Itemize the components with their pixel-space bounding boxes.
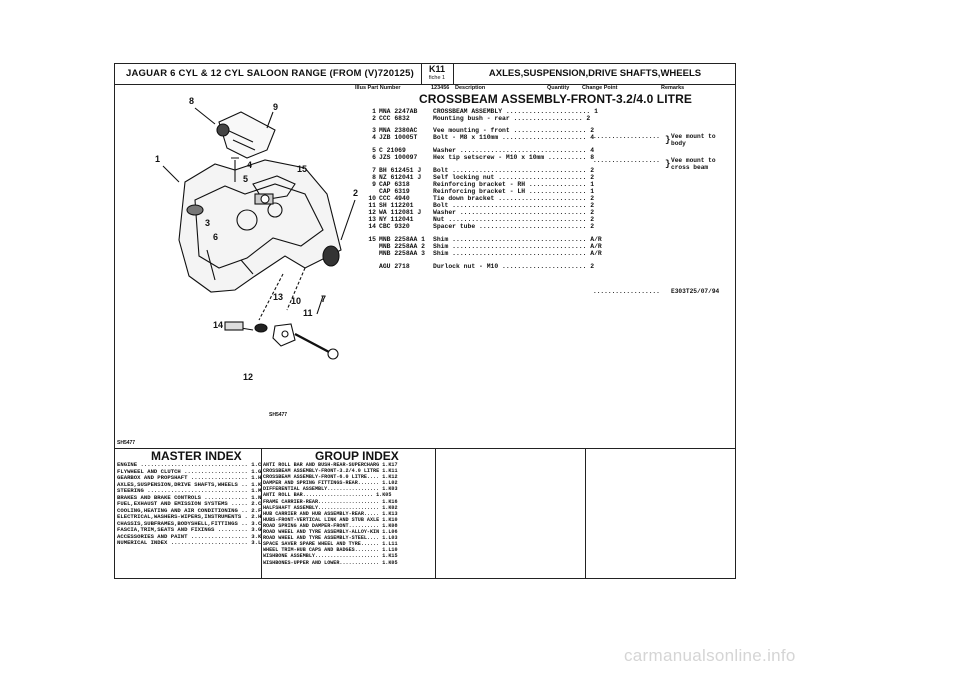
- catalogue-sheet: [114, 63, 736, 579]
- master-index-item[interactable]: GEARBOX AND PROPSHAFT ................. 1.H: [117, 474, 262, 481]
- group-index-item[interactable]: ROAD WHEEL AND TYRE ASSEMBLY-STEEL.... 1.L03: [263, 535, 398, 542]
- part-description: Bolt ................................... 2: [433, 167, 595, 174]
- part-illus-number: 15: [368, 236, 376, 243]
- callout-13: 13: [273, 292, 284, 302]
- part-number: NZ 612041 J: [379, 174, 422, 181]
- part-description: Shim ................................... A/R: [433, 236, 602, 243]
- illustration-id-inner: SH5477: [269, 412, 288, 418]
- remark-vee-mount-crossbeam: .................. } Vee mount to cross beam: [593, 157, 716, 171]
- callout-2: 2: [353, 188, 359, 198]
- part-description: Self locking nut ....................... 2: [433, 174, 595, 181]
- master-index-item[interactable]: ENGINE ................................ 1.C: [117, 461, 262, 468]
- part-description: Hex tip setscrew - M10 x 10mm .......... 8: [433, 154, 595, 161]
- group-index-item[interactable]: WHEEL TRIM-HUB CAPS AND BADGES........ 1.L10: [263, 547, 398, 554]
- callout-10: 10: [291, 296, 302, 306]
- remark-vee-mount-body: .................. } Vee mount to body: [593, 133, 716, 147]
- callout-14: 14: [213, 320, 224, 330]
- header-band: [115, 64, 735, 85]
- section-title: CROSSBEAM ASSEMBLY-FRONT-3.2/4.0 LITRE: [419, 92, 692, 106]
- part-description: Mounting bush - rear .................. 2: [433, 115, 591, 122]
- header-fiche-code: K11: [428, 64, 445, 74]
- part-illus-number: 14: [368, 223, 376, 230]
- group-index-item[interactable]: ANTI ROLL BAR....................... 1.K05: [263, 492, 392, 499]
- part-illus-number: 5: [372, 147, 376, 154]
- header-divider: [421, 64, 422, 84]
- master-index-item[interactable]: FLYWHEEL AND CLUTCH ................... 1.G: [117, 467, 262, 475]
- part-description: Reinforcing bracket - RH ............... 1: [433, 181, 595, 188]
- group-index-item[interactable]: WISHBONES-UPPER AND LOWER............. 1.K05: [263, 559, 398, 566]
- group-index-item[interactable]: DAMPER AND SPRING FITTINGS-REAR....... 1.L02: [263, 480, 398, 487]
- master-index-title: MASTER INDEX: [151, 449, 242, 463]
- part-description: CROSSBEAM ASSEMBLY ...................... 1: [433, 108, 598, 115]
- group-index-item[interactable]: ANTI ROLL BAR AND BUSH-REAR-SUPERCHARG 1.K17: [263, 462, 398, 468]
- master-index-item[interactable]: COOLING,HEATING AND AIR CONDITIONING .. 2.F: [117, 506, 262, 514]
- master-index-item[interactable]: FASCIA,TRIM,SEATS AND FIXINGS ......... 3.G: [117, 526, 262, 533]
- part-number: CAP 6318: [379, 181, 410, 188]
- watermark: carmanualsonline.info: [624, 646, 796, 665]
- master-index-item[interactable]: ACCESSORIES AND PAINT ................. 3.K: [117, 532, 262, 540]
- header-vehicle-title: JAGUAR 6 CYL & 12 CYL SALOON RANGE (FROM (V)720125): [125, 68, 415, 79]
- part-number: CAP 6319: [379, 188, 410, 195]
- group-index-item[interactable]: WISHBONE ASSEMBLY..................... 1.K15: [263, 553, 398, 560]
- callout-4: 4: [247, 160, 253, 170]
- part-description: Tie down bracket ....................... 2: [433, 195, 595, 202]
- callout-8: 8: [189, 96, 195, 106]
- master-index-item[interactable]: NUMERICAL INDEX ....................... 3.L: [117, 539, 262, 546]
- group-index-item[interactable]: CROSSBEAM ASSEMBLY-FRONT-6.0 LITRE.... 1.K12: [263, 474, 398, 481]
- part-illus-number: 10: [368, 195, 376, 202]
- header-divider: [453, 64, 454, 84]
- callout-3: 3: [205, 218, 211, 228]
- header-section-title: AXLES,SUSPENSION,DRIVE SHAFTS,WHEELS: [488, 68, 702, 79]
- part-illus-number: 12: [368, 209, 376, 216]
- part-number: MNB 2258AA 3: [379, 250, 426, 257]
- group-index-item[interactable]: FRAME CARRIER-REAR.................... 1.K16: [263, 498, 398, 505]
- callout-1: 1: [155, 154, 161, 164]
- part-description: Reinforcing bracket - LH ............... 1: [433, 188, 595, 195]
- part-description: Nut .................................... 2: [433, 216, 595, 223]
- master-index-item[interactable]: BRAKES AND BRAKE CONTROLS ............. 1.N: [117, 493, 262, 501]
- part-description: Vee mounting - front ................... 2: [433, 127, 595, 134]
- part-number: CCC 6832: [379, 115, 410, 122]
- header-fiche-number: fiche 1: [428, 75, 446, 81]
- col-illus-part: Illus Part Number: [355, 85, 401, 91]
- part-illus-number: 8: [372, 174, 376, 181]
- part-number: AGU 2718: [379, 263, 410, 270]
- part-illus-number: 1: [372, 108, 376, 115]
- part-number: MNA 2247AB: [379, 108, 418, 115]
- callout-9: 9: [273, 102, 279, 112]
- group-index-list: [263, 462, 398, 566]
- col-quantity: Quantity: [547, 85, 570, 91]
- callout-7: 7: [321, 294, 327, 304]
- group-index-item[interactable]: ROAD WHEEL AND TYRE ASSEMBLY-ALLOY-KIN 1.L06: [263, 529, 398, 536]
- group-index-item[interactable]: DIFFERENTIAL ASSEMBLY................. 1.K03: [263, 486, 398, 493]
- master-index-item[interactable]: STEERING .............................. 1.M: [117, 487, 262, 494]
- part-number: MNA 2380AC: [379, 127, 418, 134]
- col-change-point: Change Point: [582, 85, 618, 91]
- group-index-item[interactable]: HUBS-FRONT-VERTICAL LINK AND STUB AXLE 1.K10: [263, 516, 398, 523]
- part-number: MNB 2258AA 1: [379, 236, 426, 243]
- group-index-item[interactable]: ROAD SPRING AND DAMPER-FRONT.......... 1.K08: [263, 522, 398, 529]
- index-column-divider: [435, 448, 436, 578]
- part-illus-number: 7: [372, 167, 376, 174]
- remark-change-point: .................. E303T25/07/94: [593, 288, 720, 295]
- part-illus-number: 11: [368, 202, 376, 209]
- col-description: Description: [455, 85, 486, 91]
- part-number: SH 112201: [379, 202, 414, 209]
- part-illus-number: 3: [372, 127, 376, 134]
- master-index-item[interactable]: CHASSIS,SUBFRAMES,BODYSHELL,FITTINGS .. 3.C: [117, 519, 262, 527]
- part-description: Washer ................................. 4: [433, 147, 595, 154]
- callout-6: 6: [213, 232, 219, 242]
- part-illus-number: 2: [372, 115, 376, 122]
- part-description: Shim ................................... A/R: [433, 243, 602, 250]
- part-description: Bolt ................................... 2: [433, 202, 595, 209]
- master-index-item[interactable]: AXLES,SUSPENSION,DRIVE SHAFTS,WHEELS .. 1.K: [117, 480, 262, 488]
- part-number: CBC 9320: [379, 223, 410, 230]
- group-index-item[interactable]: HUB CARRIER AND HUB ASSEMBLY-REAR..... 1.K13: [263, 510, 398, 517]
- part-description: Spacer tube ............................ 2: [433, 223, 595, 230]
- part-description: Shim ................................... A/R: [433, 250, 602, 257]
- part-illus-number: 9: [372, 181, 376, 188]
- col-remarks: Remarks: [661, 85, 685, 91]
- group-index-title: GROUP INDEX: [315, 449, 399, 463]
- part-description: Durlock nut - M10 ...................... 2: [433, 263, 595, 270]
- crossbeam-exploded-illustration: [155, 90, 365, 420]
- part-number: WA 112081 J: [379, 209, 422, 216]
- part-number: MNB 2258AA 2: [379, 243, 426, 250]
- group-index-item[interactable]: HALFSHAFT ASSEMBLY.................... 1.K02: [263, 504, 398, 511]
- part-number: CCC 4940: [379, 195, 410, 202]
- part-description: Washer ................................. 2: [433, 209, 595, 216]
- part-illus-number: 13: [368, 216, 376, 223]
- part-number: JZS 100097: [379, 154, 418, 161]
- part-number: NY 112041: [379, 216, 414, 223]
- part-illus-number: 4: [372, 134, 376, 141]
- callout-12: 12: [243, 372, 254, 382]
- col-num: 123456: [431, 85, 450, 91]
- master-index-item[interactable]: ELECTRICAL,WASHERS-WIPERS,INSTRUMENTS . 2.H: [117, 513, 262, 520]
- part-illus-number: 6: [372, 154, 376, 161]
- index-column-divider: [585, 448, 586, 578]
- master-index-item[interactable]: FUEL,EXHAUST AND EMISSION SYSTEMS ..... 2.C: [117, 500, 262, 507]
- part-number: BH 612451 J: [379, 167, 422, 174]
- group-index-item[interactable]: CROSSBEAM ASSEMBLY-FRONT-3.2/4.0 LITRE 1.K11: [263, 468, 398, 475]
- callout-11: 11: [303, 308, 313, 318]
- illustration-id-outer: SH5477: [117, 440, 136, 446]
- part-number: JZB 10005T: [379, 134, 418, 141]
- callout-5: 5: [243, 174, 249, 184]
- master-index-list: [117, 462, 261, 547]
- callout-15: 15: [297, 164, 308, 174]
- group-index-item[interactable]: SPACE SAVER SPARE WHEEL AND TYRE...... 1.L11: [263, 541, 398, 548]
- part-description: Bolt - M8 x 110mm ...................... 4: [433, 134, 595, 141]
- part-number: C 21069: [379, 147, 406, 154]
